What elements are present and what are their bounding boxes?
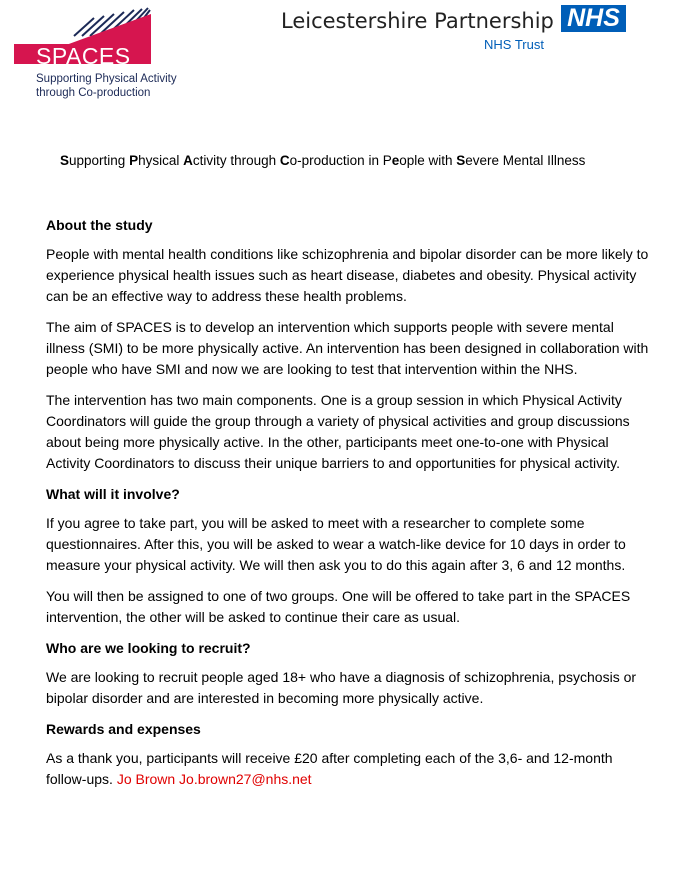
spaces-tagline-line-1: Supporting Physical Activity — [36, 73, 177, 85]
nhs-logo-badge: NHS — [561, 5, 626, 32]
spaces-logo — [14, 6, 194, 98]
trust-name: Leicestershire Partnership — [281, 9, 554, 33]
about-paragraph-2: The aim of SPACES is to develop an intervention which supports people with severe mental illness (SMI) to be more physically active. An intervention has been designed in collaboration with people who have SMI and now we are looking to test that intervention within the NHS. — [46, 319, 649, 377]
section-heading-recruit: Who are we looking to recruit? — [46, 640, 251, 656]
rewards-paragraph — [46, 748, 656, 790]
spaces-tagline-line-2: through Co-production — [36, 87, 151, 99]
title-initial: e — [391, 153, 400, 168]
section-heading-about: About the study — [46, 217, 153, 233]
rewards-text: As a thank you, participants will receive £20 after completing each of the 3,6- and 12-month follow-ups. — [46, 750, 613, 787]
recruit-paragraph: We are looking to recruit people aged 18+ who have a diagnosis of schizophrenia, psychosis or bipolar disorder and are interested in becoming more physically active. — [46, 669, 637, 706]
title-text: ctivity through — [192, 153, 280, 168]
title-initial: S — [60, 153, 70, 168]
title-initial: A — [183, 153, 193, 168]
contact-email-link[interactable]: Jo Brown Jo.brown27@nhs.net — [116, 771, 312, 787]
title-text: upporting — [69, 153, 130, 168]
title-text: o-production in P — [289, 153, 392, 168]
spaces-logo-word: SPACES — [36, 43, 131, 69]
title-initial: S — [456, 153, 466, 168]
involve-paragraph-1: If you agree to take part, you will be asked to meet with a researcher to complete some questionnaires. After this, you will be asked to wear a watch-like device for 10 days in order to measure your physical activity. We will then ask you to do this again after 3, 6 and 12 months. — [46, 515, 626, 573]
spaces-tagline — [36, 72, 177, 100]
trust-subtitle: NHS Trust — [484, 37, 544, 52]
title-text: ople with — [399, 153, 457, 168]
leaflet-body — [46, 215, 656, 800]
title-text: hysical — [138, 153, 184, 168]
title-text: evere Mental Illness — [465, 153, 586, 168]
about-paragraph-1: People with mental health conditions like schizophrenia and bipolar disorder can be more likely to experience physical health issues such as heart disease, diabetes and obesity. Physical activity can be an effective way to address these health problems. — [46, 246, 649, 304]
section-heading-involve: What will it involve? — [46, 486, 180, 502]
about-paragraph-3: The intervention has two main components. One is a group session in which Physical Activity Coordinators will guide the group through a variety of physical activities and group discussions about being more physically active. In the other, participants meet one-to-one with Physical Activity Coordinators to discuss their unique barriers to and opportunities for physical activity. — [46, 392, 630, 471]
section-heading-rewards: Rewards and expenses — [46, 721, 201, 737]
title-initial: C — [279, 153, 290, 168]
involve-paragraph-2: You will then be assigned to one of two groups. One will be offered to take part in the SPACES intervention, the other will be asked to continue their care as usual. — [46, 588, 631, 625]
page-title — [60, 153, 640, 168]
title-initial: P — [129, 153, 139, 168]
